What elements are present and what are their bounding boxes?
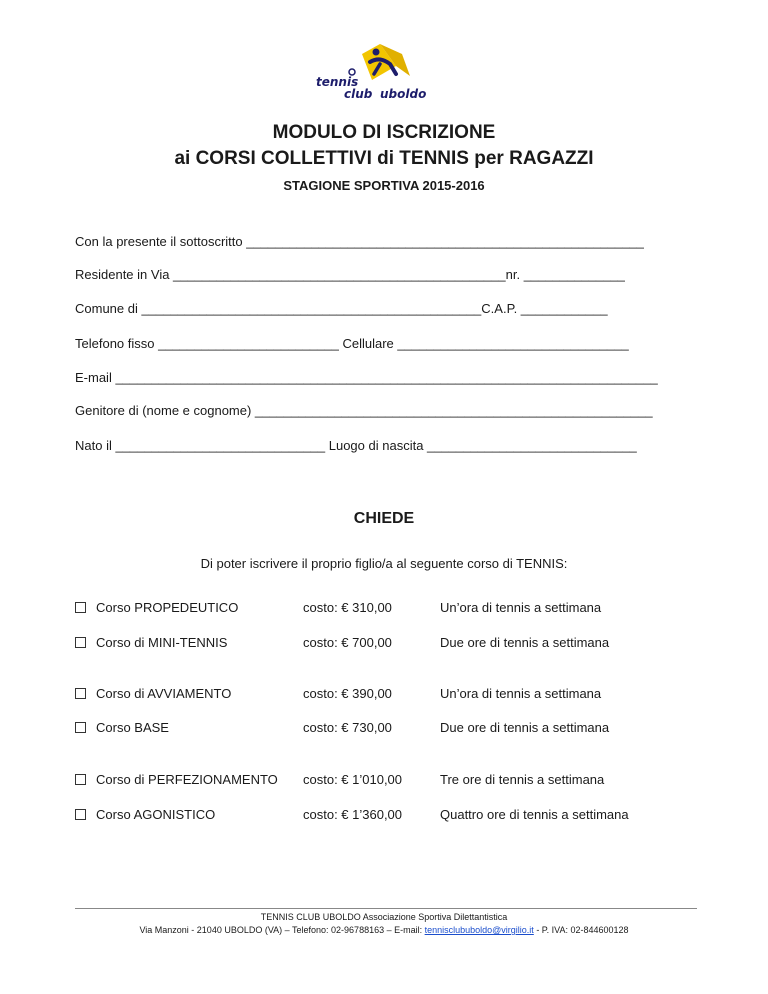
course-checkbox[interactable] [75, 602, 86, 613]
course-cost: costo: € 1’010,00 [303, 772, 403, 787]
intro-text: Di poter iscrivere il proprio figlio/a al seguente corso di TENNIS: [200, 556, 568, 571]
course-cost: costo: € 1’360,00 [303, 807, 403, 822]
course-name: Corso AGONISTICO [96, 807, 216, 822]
course-cost: costo: € 390,00 [303, 686, 392, 701]
course-desc: Quattro ore di tennis a settimana [440, 807, 629, 822]
field-nato[interactable]: Nato il _____________________________ Luogo di nascita _____________________________ [75, 438, 637, 453]
course-checkbox[interactable] [75, 637, 86, 648]
form-subtitle: ai CORSI COLLETTIVI di TENNIS per RAGAZZI [174, 148, 594, 169]
course-cost: costo: € 730,00 [303, 720, 392, 735]
course-row [75, 635, 715, 653]
course-desc: Tre ore di tennis a settimana [440, 772, 605, 787]
course-desc: Due ore di tennis a settimana [440, 720, 610, 735]
footer-divider [75, 908, 697, 909]
course-name: Corso PROPEDEUTICO [96, 600, 239, 615]
footer-club-name: TENNIS CLUB UBOLDO Associazione Sportiva Dilettantistica [260, 912, 508, 922]
course-row [75, 807, 715, 825]
course-cost: costo: € 310,00 [303, 600, 392, 615]
course-name: Corso di AVVIAMENTO [96, 686, 232, 701]
course-desc: Un’ora di tennis a settimana [440, 686, 602, 701]
course-checkbox[interactable] [75, 774, 86, 785]
course-name: Corso di MINI-TENNIS [96, 635, 228, 650]
footer-contacts [0, 925, 768, 935]
form-title: MODULO DI ISCRIZIONE [272, 122, 496, 143]
logo-text-club: club [344, 87, 373, 100]
course-checkbox[interactable] [75, 688, 86, 699]
course-checkbox[interactable] [75, 809, 86, 820]
footer-address: Via Manzoni - 21040 UBOLDO (VA) – Telefono: 02-96788163 – E-mail: [139, 925, 425, 935]
course-row [75, 772, 715, 790]
field-sottoscritto[interactable]: Con la presente il sottoscritto _______________________________________________________ [75, 234, 644, 249]
footer-piva: - P. IVA: 02-844600128 [533, 925, 629, 935]
logo-text-uboldo: uboldo [380, 87, 427, 100]
logo-text-tennis: tennis [316, 75, 359, 89]
course-row [75, 600, 715, 618]
field-telefono[interactable]: Telefono fisso _________________________ Cellulare ________________________________ [75, 336, 629, 351]
field-residente[interactable]: Residente in Via ______________________________________________nr. ______________ [75, 267, 625, 282]
course-desc: Due ore di tennis a settimana [440, 635, 610, 650]
course-cost: costo: € 700,00 [303, 635, 392, 650]
field-genitore[interactable]: Genitore di (nome e cognome) _______________________________________________________ [75, 403, 653, 418]
field-email[interactable]: E-mail ___________________________________________________________________________ [75, 370, 658, 385]
chiede-heading: CHIEDE [353, 510, 415, 527]
course-name: Corso BASE [96, 720, 169, 735]
course-row [75, 686, 715, 704]
course-checkbox[interactable] [75, 722, 86, 733]
course-row [75, 720, 715, 738]
course-desc: Un’ora di tennis a settimana [440, 600, 602, 615]
field-comune[interactable]: Comune di _______________________________________________C.A.P. ____________ [75, 301, 608, 316]
tennis-club-uboldo-logo [310, 42, 460, 100]
footer-email-link[interactable]: tennisclububoldo@virgilio.it [424, 925, 534, 935]
course-name: Corso di PERFEZIONAMENTO [96, 772, 278, 787]
season-label: STAGIONE SPORTIVA 2015-2016 [283, 178, 485, 193]
